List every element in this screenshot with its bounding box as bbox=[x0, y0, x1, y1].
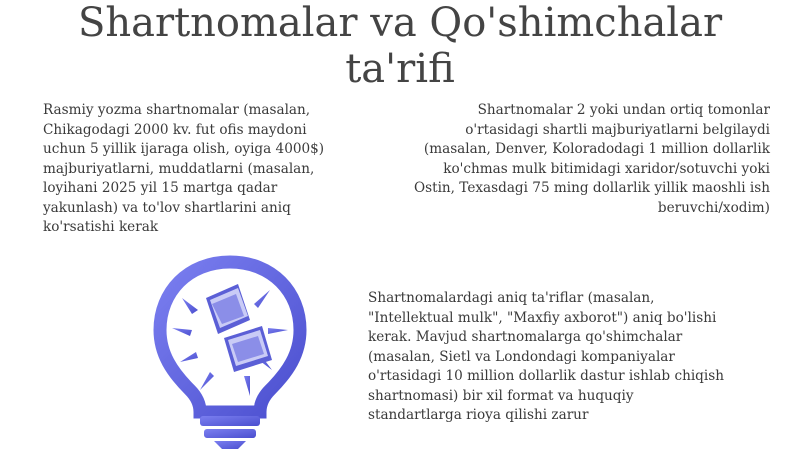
left-paragraph-line: Rasmiy yozma shartnomalar (masalan, bbox=[43, 102, 311, 118]
left-paragraph-line: majburiyatlarni, muddatlarni (masalan, bbox=[43, 160, 315, 177]
bottom-paragraph-line: kerak. Mavjud shartnomalarga qo'shimchalar bbox=[368, 329, 683, 345]
left-paragraph-line: Chikagodagi 2000 kv. fut ofis maydoni bbox=[43, 121, 307, 138]
right-paragraph-line: ko'chmas mulk bitimidagi xaridor/sotuvchi yoki bbox=[443, 160, 770, 177]
right-paragraph-line: beruvchi/xodim) bbox=[657, 199, 770, 216]
bottom-paragraph-line: o'rtasidagi 10 million dollarlik dastur ishlab chiqish bbox=[368, 368, 724, 384]
page-title-line-1: Shartnomalar va Qo'shimchalar bbox=[77, 0, 723, 46]
page-title-line-2: ta'rifi bbox=[345, 46, 455, 92]
left-paragraph-line: yakunlash) va to'lov shartlarini aniq bbox=[43, 199, 291, 216]
right-paragraph-line: (masalan, Denver, Koloradodagi 1 million dollarlik bbox=[423, 141, 770, 157]
left-paragraph-line: loyihani 2025 yil 15 martga qadar bbox=[43, 180, 278, 196]
bottom-paragraph-line: (masalan, Sietl va Londondagi kompaniyalar bbox=[368, 348, 675, 365]
left-paragraph-line: ko'rsatishi kerak bbox=[43, 219, 159, 235]
page-title bbox=[0, 0, 800, 92]
right-paragraph-line: Shartnomalar 2 yoki undan ortiq tomonlar bbox=[477, 102, 770, 118]
bottom-paragraph-line: standartlarga rioya qilishi zarur bbox=[368, 407, 589, 423]
left-paragraph bbox=[43, 101, 373, 238]
bottom-paragraph bbox=[368, 289, 768, 426]
bottom-paragraph-line: shartnomasi) bir xil format va huquqiy bbox=[368, 387, 634, 404]
bottom-paragraph-line: "Intellektual mulk", "Maxfiy axborot") aniq bo'lishi bbox=[368, 309, 717, 326]
right-paragraph-line: o'rtasidagi shartli majburiyatlarni belgilaydi bbox=[465, 121, 770, 138]
bottom-paragraph-line: Shartnomalardagi aniq ta'riflar (masalan, bbox=[368, 290, 655, 306]
right-paragraph-line: Ostin, Texasdagi 75 ming dollarlik yillik maoshli ish bbox=[413, 180, 770, 196]
bulb-socket bbox=[200, 416, 260, 449]
lightbulb-book-icon bbox=[140, 250, 320, 450]
right-paragraph bbox=[370, 101, 770, 218]
left-paragraph-line: uchun 5 yillik ijaraga olish, oyiga 4000$) bbox=[43, 141, 325, 157]
